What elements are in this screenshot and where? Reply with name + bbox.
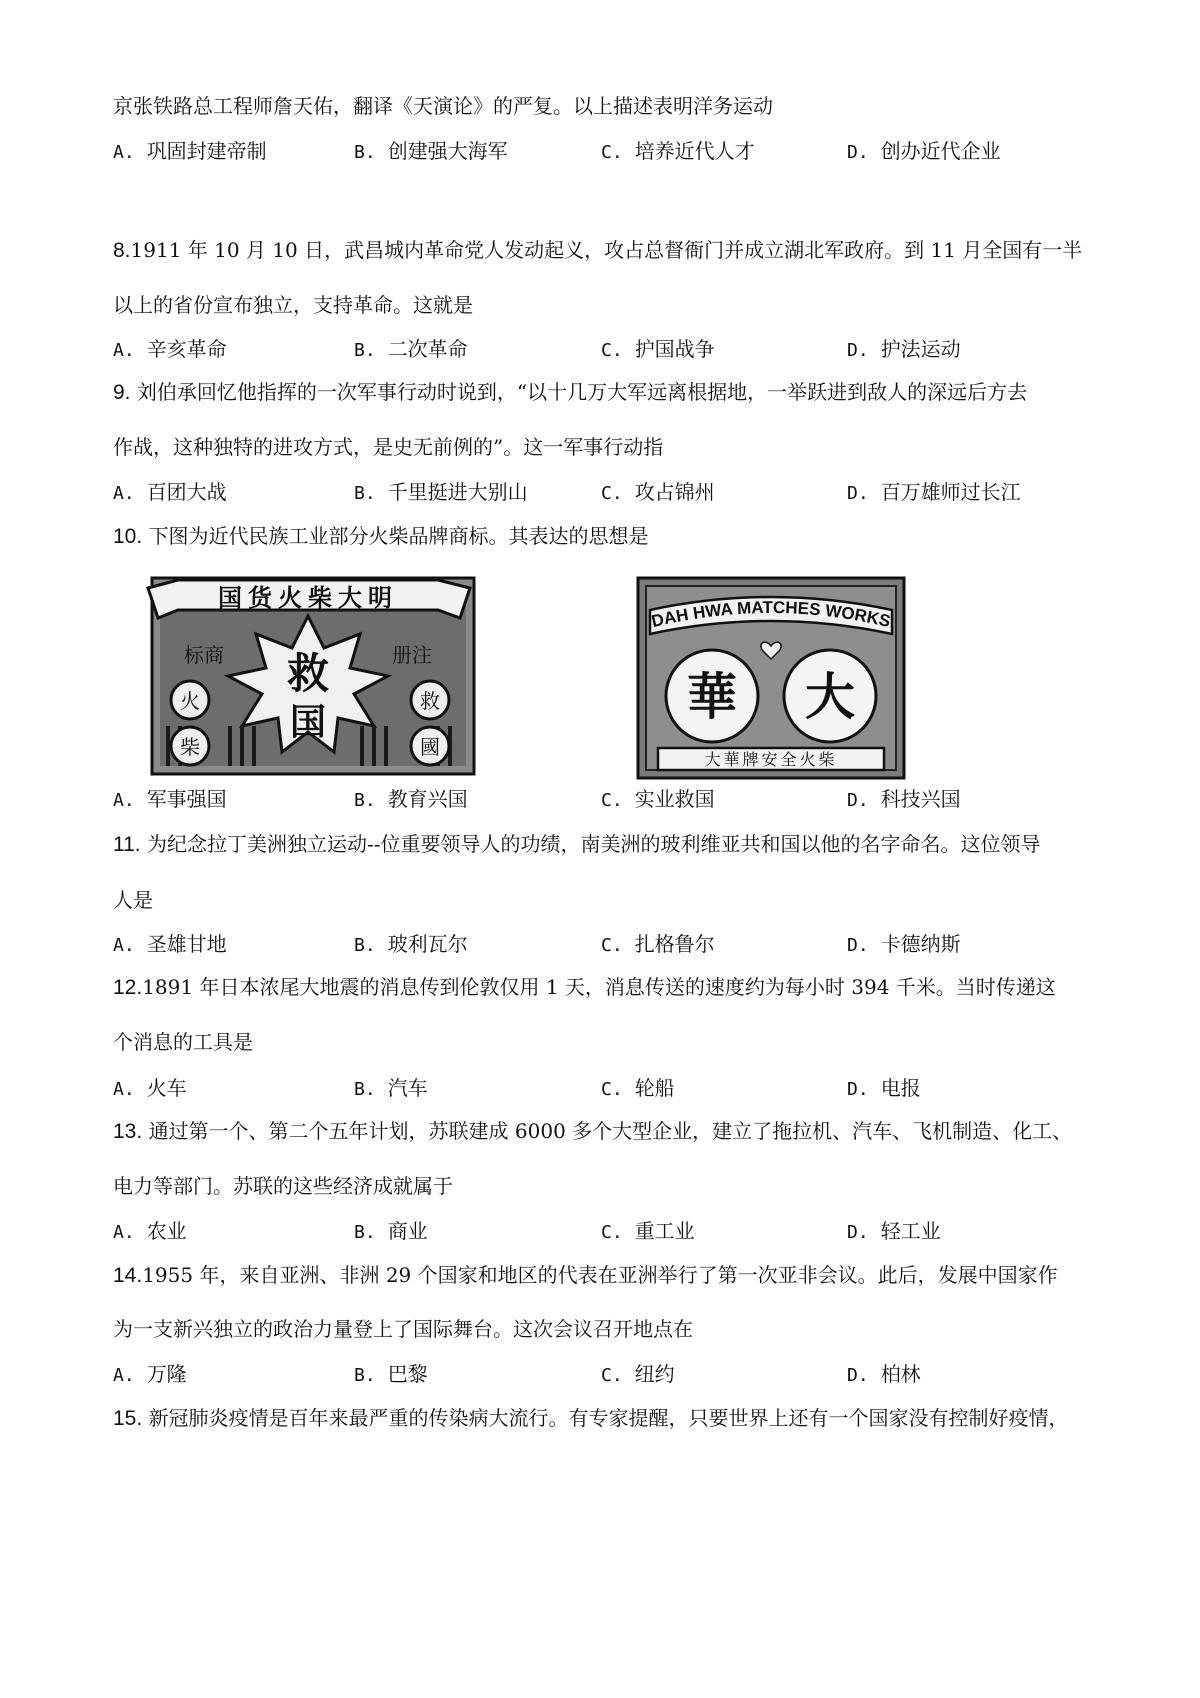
option-a: A. 火车 — [113, 1076, 187, 1100]
option-d: D. 百万雄师过长江 — [847, 480, 1021, 504]
option-a: A. 军事强国 — [113, 787, 227, 811]
option-b: B. 汽车 — [354, 1076, 428, 1100]
option-d: D. 卡德纳斯 — [847, 932, 961, 956]
circle-right-text: 大 — [805, 667, 855, 726]
question-9-line-1: 9. 刘伯承回忆他指挥的一次军事行动时说到，“以十几万大军远离根据地，一举跃进到敌人的深远后方去 — [113, 380, 1028, 404]
option-b: B. 玻利瓦尔 — [354, 932, 468, 956]
question-7-options — [113, 137, 1073, 165]
option-d: D. 电报 — [847, 1076, 921, 1100]
question-7-continuation: 京张铁路总工程师詹天佑，翻译《天演论》的严复。以上描述表明洋务运动 — [113, 94, 773, 118]
option-a: A. 农业 — [113, 1219, 187, 1243]
question-11-line-2: 人是 — [113, 888, 153, 912]
question-10-line-1: 10. 下图为近代民族工业部分火柴品牌商标。其表达的思想是 — [113, 524, 649, 548]
question-12-line-2: 个消息的工具是 — [113, 1030, 253, 1054]
option-c: C. 轮船 — [601, 1076, 675, 1100]
match-label-jiuguo — [138, 576, 478, 776]
option-b: B. 巴黎 — [354, 1362, 428, 1386]
question-11-options — [113, 930, 1073, 958]
option-c: C. 攻占锦州 — [601, 480, 715, 504]
option-a: A. 巩固封建帝制 — [113, 139, 267, 163]
option-c: C. 实业救国 — [601, 787, 715, 811]
banner-text: DAH HWA MATCHES WORKS — [649, 597, 893, 632]
center-top-text: 救 — [286, 649, 330, 698]
option-d: D. 轻工业 — [847, 1219, 941, 1243]
option-d: D. 创办近代企业 — [847, 139, 1001, 163]
option-c: C. 护国战争 — [601, 337, 715, 361]
center-bottom-text: 国 — [289, 701, 327, 743]
question-13-options — [113, 1217, 1073, 1245]
question-13-line-1: 13. 通过第一个、第二个五年计划，苏联建成 6000 多个大型企业，建立了拖拉机、汽车、飞机制造、化工、 — [113, 1119, 1073, 1143]
option-a: A. 圣雄甘地 — [113, 932, 227, 956]
option-a: A. 百团大战 — [113, 480, 227, 504]
match-label-dahua — [636, 576, 906, 780]
circle-left-top-text: 火 — [180, 689, 200, 713]
option-d: D. 柏林 — [847, 1362, 921, 1386]
corner-right-text: 册注 — [392, 643, 432, 667]
option-a: A. 辛亥革命 — [113, 337, 227, 361]
banner-text: 国货火柴大明 — [218, 583, 398, 612]
question-12-options — [113, 1074, 1073, 1102]
option-b: B. 千里挺进大别山 — [354, 480, 528, 504]
option-c: C. 纽约 — [601, 1362, 675, 1386]
circle-right-bottom-text: 國 — [420, 735, 440, 759]
option-c: C. 扎格鲁尔 — [601, 932, 715, 956]
question-13-line-2: 电力等部门。苏联的这些经济成就属于 — [113, 1174, 453, 1198]
question-15-line-1: 15. 新冠肺炎疫情是百年来最严重的传染病大流行。有专家提醒，只要世界上还有一个国家没有控制好疫情， — [113, 1406, 1069, 1430]
corner-left-text: 标商 — [184, 643, 224, 667]
bottom-strip-text: 大華牌安全火柴 — [704, 750, 838, 769]
question-8-options — [113, 335, 1073, 363]
question-9-line-2: 作战，这种独特的进攻方式，是史无前例的”。这一军事行动指 — [113, 435, 664, 459]
question-14-options — [113, 1360, 1073, 1388]
option-b: B. 商业 — [354, 1219, 428, 1243]
option-c: C. 培养近代人才 — [601, 139, 755, 163]
option-c: C. 重工业 — [601, 1219, 695, 1243]
option-b: B. 教育兴国 — [354, 787, 468, 811]
circle-right-top-text: 救 — [420, 689, 440, 713]
question-14-line-2: 为一支新兴独立的政治力量登上了国际舞台。这次会议召开地点在 — [113, 1317, 693, 1341]
question-12-line-1: 12.1891 年日本浓尾大地震的消息传到伦敦仅用 1 天，消息传送的速度约为每小时 394 千米。当时传递这 — [113, 975, 1056, 999]
question-8-line-2: 以上的省份宣布独立，支持革命。这就是 — [113, 293, 473, 317]
option-b: B. 二次革命 — [354, 337, 468, 361]
question-9-options — [113, 478, 1073, 506]
match-label-jiuguo-svg — [138, 576, 478, 776]
option-d: D. 护法运动 — [847, 337, 961, 361]
option-a: A. 万隆 — [113, 1362, 187, 1386]
circle-left-text: 華 — [687, 667, 737, 726]
option-d: D. 科技兴国 — [847, 787, 961, 811]
question-8-line-1: 8.1911 年 10 月 10 日，武昌城内革命党人发动起义，攻占总督衙门并成立湖北军政府。到 11 月全国有一半 — [113, 238, 1083, 262]
question-10-options — [113, 785, 1073, 813]
match-label-dahua-svg — [636, 576, 906, 780]
question-14-line-1: 14.1955 年，来自亚洲、非洲 29 个国家和地区的代表在亚洲举行了第一次亚非会议。此后，发展中国家作 — [113, 1263, 1058, 1287]
question-11-line-1: 11. 为纪念拉丁美洲独立运动--位重要领导人的功绩，南美洲的玻利维亚共和国以他的名字命名。这位领导 — [113, 832, 1041, 856]
option-b: B. 创建强大海军 — [354, 139, 508, 163]
circle-left-bottom-text: 柴 — [180, 735, 200, 759]
